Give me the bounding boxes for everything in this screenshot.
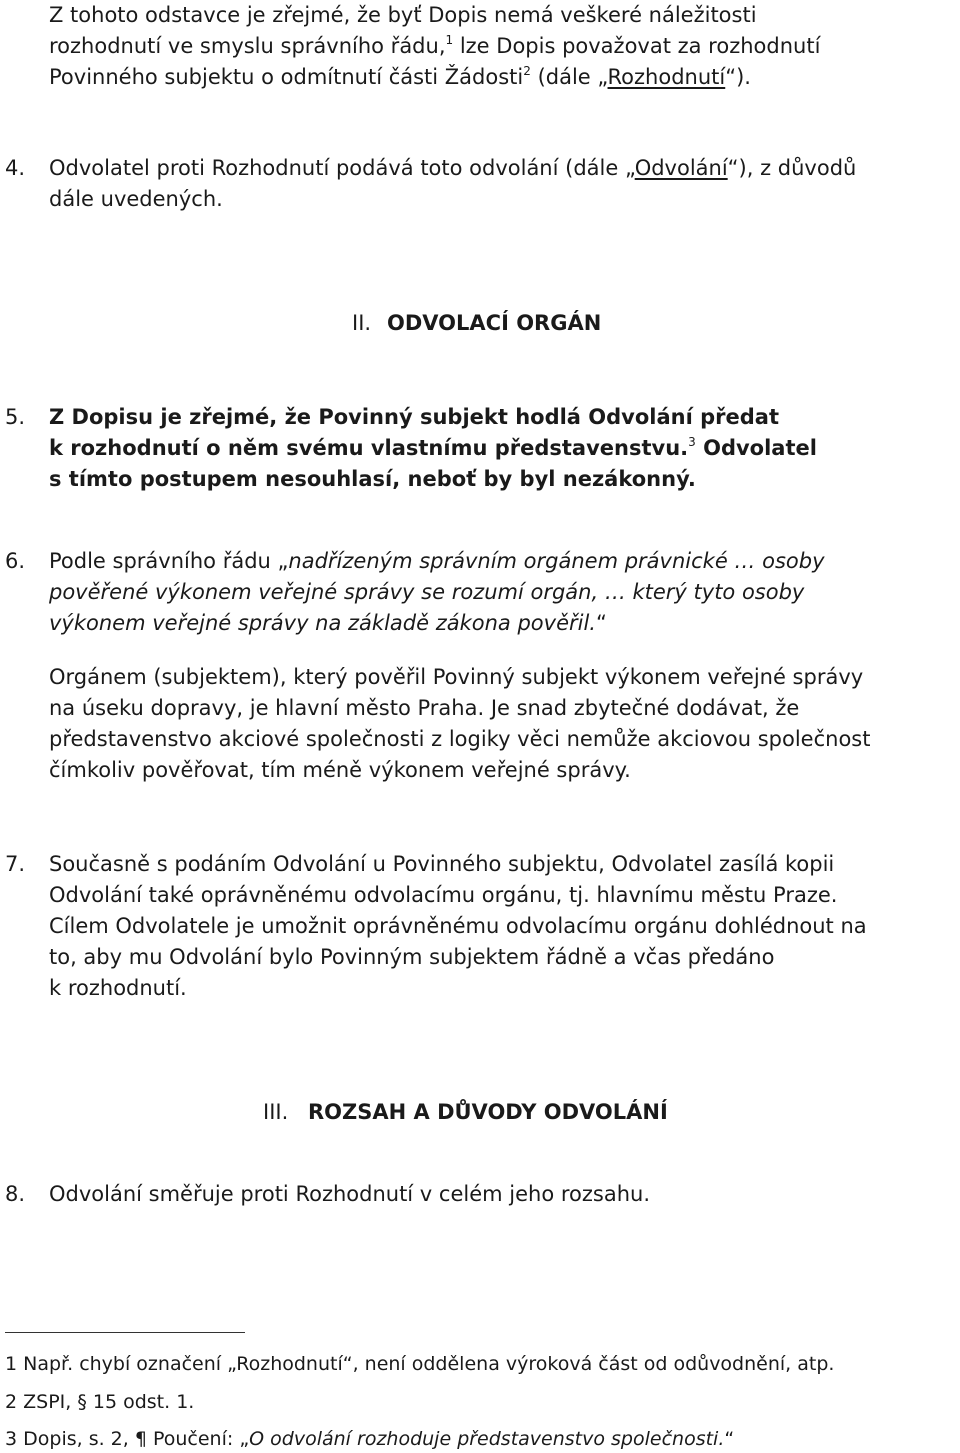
defined-term-odvolani: Odvolání — [634, 156, 728, 180]
paragraph-number: 5. — [5, 405, 26, 429]
paragraph-7-line-5: k rozhodnutí. — [49, 976, 187, 1000]
paragraph-7-line-2: Odvolání také oprávněnému odvolacímu orgánu, tj. hlavnímu městu Praze. — [49, 883, 838, 907]
footnote-3: 3 Dopis, s. 2, ¶ Poučení: „O odvolání rozhoduje představenstvo společnosti.“ — [5, 1428, 735, 1450]
intro-line-2: rozhodnutí ve smyslu správního řádu,$^1$ lze Dopis považovat za rozhodnutí — [49, 33, 821, 58]
footnote-ref-2[interactable]: 2 — [523, 64, 531, 78]
paragraph-5-line-1: Z Dopisu je zřejmé, že Povinný subjekt hodlá Odvolání předat — [49, 405, 779, 429]
quotation: nadřízeným správním orgánem právnické … osoby — [288, 549, 825, 573]
paragraph-number: 6. — [5, 549, 26, 573]
paragraph-6-sub-line-1: Orgánem (subjektem), který pověřil Povinný subjekt výkonem veřejné správy — [49, 665, 864, 689]
defined-term-rozhodnuti: Rozhodnutí — [607, 65, 726, 89]
paragraph-5-line-2: k rozhodnutí o něm svému vlastnímu představenstvu.$^3$ Odvolatel — [49, 435, 817, 460]
paragraph-number: 8. — [5, 1182, 26, 1206]
intro-line-3: Povinného subjektu o odmítnutí části Žádosti$^2$ (dále „Rozhodnutí“). — [49, 64, 751, 89]
section-number: II. — [352, 311, 372, 335]
section-title: ODVOLACÍ ORGÁN — [387, 311, 602, 335]
paragraph-6-line-3: výkonem veřejné správy na základě zákona pověřil.“ — [49, 611, 607, 635]
paragraph-7-line-1: Současně s podáním Odvolání u Povinného subjektu, Odvolatel zasílá kopii — [49, 852, 835, 876]
section-title: ROZSAH A DŮVODY ODVOLÁNÍ — [308, 1100, 668, 1124]
paragraph-4-line-2: dále uvedených. — [49, 187, 223, 211]
footnote-separator — [5, 1332, 245, 1333]
footnote-1: 1 Např. chybí označení „Rozhodnutí“, není oddělena výroková část od odůvodnění, atp. — [5, 1353, 835, 1375]
paragraph-4-line-1: Odvolatel proti Rozhodnutí podává toto odvolání (dále „Odvolání“), z důvodů — [49, 156, 857, 180]
paragraph-6-sub-line-2: na úseku dopravy, je hlavní město Praha. Je snad zbytečné dodávat, že — [49, 696, 800, 720]
section-number: III. — [263, 1100, 289, 1124]
paragraph-7-line-4: to, aby mu Odvolání bylo Povinným subjektem řádně a včas předáno — [49, 945, 775, 969]
paragraph-number: 7. — [5, 852, 26, 876]
paragraph-7-line-3: Cílem Odvolatele je umožnit oprávněnému odvolacímu orgánu dohlédnout na — [49, 914, 867, 938]
paragraph-5-line-3: s tímto postupem nesouhlasí, neboť by byl nezákonný. — [49, 467, 696, 491]
paragraph-8-line-1: Odvolání směřuje proti Rozhodnutí v celém jeho rozsahu. — [49, 1182, 651, 1206]
paragraph-6-sub-line-4: čímkoliv pověřovat, tím méně výkonem veřejné správy. — [49, 758, 631, 782]
paragraph-6-line-2: pověřené výkonem veřejné správy se rozumí orgán, … který tyto osoby — [49, 580, 805, 604]
paragraph-6-sub-line-3: představenstvo akciové společnosti z logiky věci nemůže akciovou společnost — [49, 727, 871, 751]
footnote-ref-3[interactable]: 3 — [688, 435, 696, 449]
intro-line-1: Z tohoto odstavce je zřejmé, že byť Dopis nemá veškeré náležitosti — [49, 3, 757, 27]
footnote-ref-1[interactable]: 1 — [445, 33, 454, 47]
footnote-2: 2 ZSPI, § 15 odst. 1. — [5, 1391, 195, 1413]
paragraph-number: 4. — [5, 156, 26, 180]
paragraph-6-line-1: Podle správního řádu „nadřízeným správním orgánem právnické … osoby — [49, 549, 825, 573]
